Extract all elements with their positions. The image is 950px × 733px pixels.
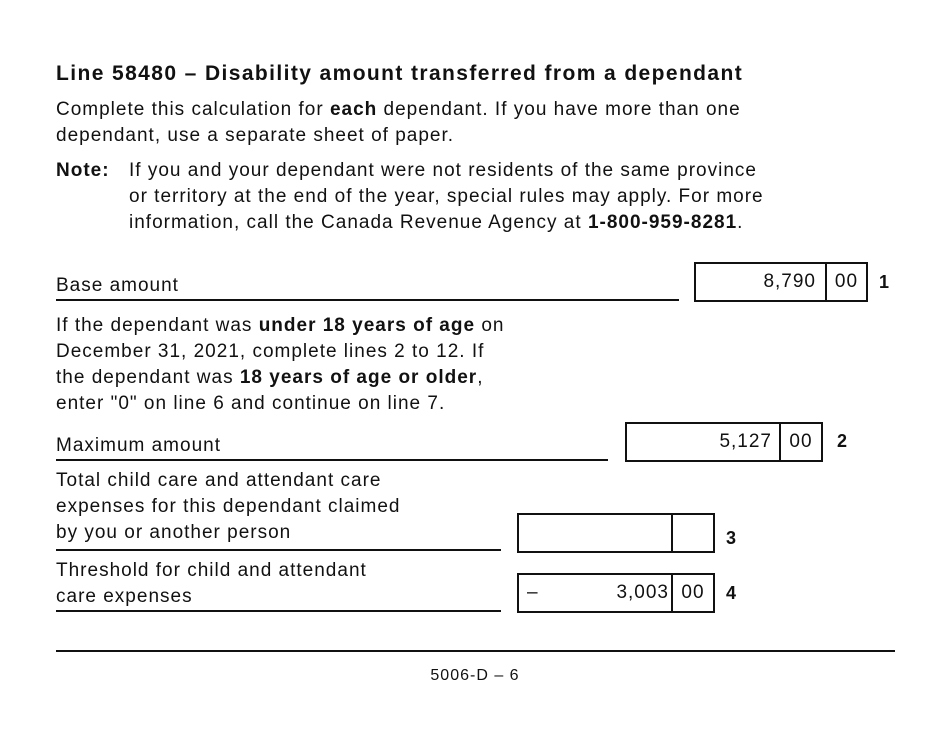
age-info-text: If the dependant was (56, 315, 259, 336)
intro-text-cont: dependant. If you have more than one (377, 99, 741, 120)
age-info-line-3 (56, 365, 483, 391)
age-info-line-4: enter "0" on line 6 and continue on line 7. (56, 393, 446, 414)
threshold-label-1: Threshold for child and attendant (56, 560, 367, 581)
age-info-text-cont: on (475, 315, 505, 336)
footer-rule (56, 650, 895, 652)
minus-sign: – (527, 582, 539, 603)
line-number-2: 2 (837, 431, 849, 451)
age-info-emphasis-under-18: under 18 years of age (258, 315, 476, 336)
threshold-rule (56, 610, 501, 612)
care-expenses-label-2: expenses for this dependant claimed (56, 496, 401, 517)
page-number: 5006-D – 6 (430, 667, 520, 684)
care-expenses-field[interactable] (517, 513, 715, 553)
note-period: . (737, 212, 744, 233)
threshold-dollars: 3,003 (616, 582, 669, 603)
note-line-2: or territory at the end of the year, special rules may apply. For more (129, 186, 764, 207)
note-text: information, call the Canada Revenue Agency at (129, 212, 588, 233)
base-amount-field[interactable] (694, 262, 868, 302)
intro-text: Complete this calculation for (56, 99, 330, 120)
care-expenses-cents (673, 515, 713, 551)
maximum-amount-field[interactable] (625, 422, 823, 462)
note-line-3 (129, 210, 743, 236)
note-line-1: If you and your dependant were not residents of the same province (129, 160, 757, 181)
maximum-amount-rule (56, 459, 608, 461)
care-expenses-dollars (519, 515, 664, 551)
intro-line-2: dependant, use a separate sheet of paper. (56, 125, 455, 146)
intro-emphasis: each (329, 99, 378, 120)
base-amount-dollars: 8,790 (763, 271, 816, 292)
line-number-1: 1 (879, 272, 891, 292)
threshold-cents: 00 (681, 582, 705, 603)
maximum-amount-cents: 00 (789, 431, 813, 452)
age-info-line-2: December 31, 2021, complete lines 2 to 12. If (56, 341, 485, 362)
age-info-text: the dependant was (56, 367, 240, 388)
section-heading: Line 58480 – Disability amount transferred from a dependant (56, 62, 744, 85)
care-expenses-rule (56, 549, 501, 551)
cra-phone-number: 1-800-959-8281 (587, 212, 738, 233)
line-number-3: 3 (726, 528, 738, 548)
age-info-comma: , (477, 367, 484, 388)
base-amount-cents: 00 (834, 271, 859, 292)
base-amount-label: Base amount (56, 275, 179, 296)
care-expenses-label-1: Total child care and attendant care (56, 470, 382, 491)
age-info-emphasis-18-or-older: 18 years of age or older (239, 367, 478, 388)
base-amount-rule (56, 299, 679, 301)
threshold-field[interactable] (517, 573, 715, 613)
note-label: Note: (56, 160, 110, 181)
maximum-amount-dollars: 5,127 (719, 431, 772, 452)
line-number-4: 4 (726, 583, 738, 603)
care-expenses-label-3: by you or another person (56, 522, 292, 543)
intro-line-1 (56, 97, 741, 123)
threshold-label-2: care expenses (56, 586, 193, 607)
maximum-amount-label: Maximum amount (56, 435, 221, 456)
age-info-line-1 (56, 313, 504, 339)
